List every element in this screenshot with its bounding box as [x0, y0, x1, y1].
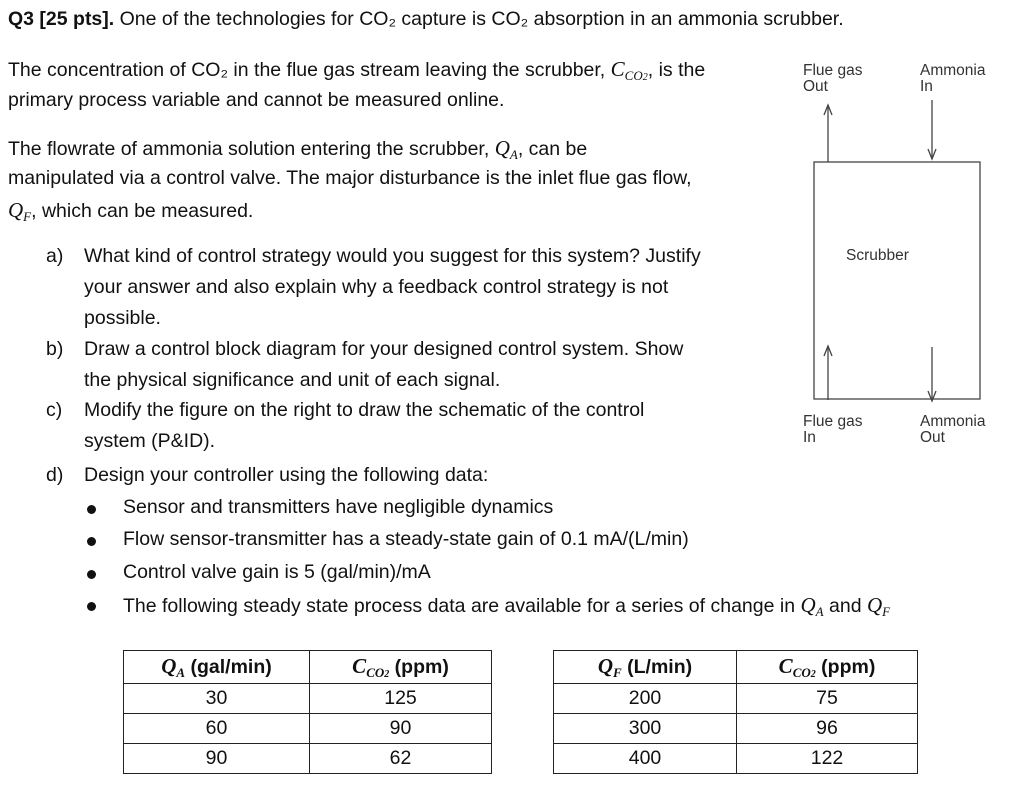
question-heading: [8, 8, 844, 31]
bullet-2: Flow sensor-transmitter has a steady-state gain of 0.1 mA/(L/min): [123, 528, 689, 550]
part-b-line2: the physical significance and unit of each signal.: [84, 369, 501, 391]
table-row: [124, 744, 492, 774]
table-header-row: [554, 651, 918, 684]
table-header-qa: $Q_A$ (gal/min): [124, 651, 310, 684]
question-intro: One of the technologies for CO₂ capture is CO₂ absorption in an ammonia scrubber.: [119, 8, 844, 30]
bullet-4-text: The following steady state process data are available for a series of change in: [123, 595, 796, 617]
table-cell: 60: [124, 714, 310, 744]
para2-line3-text: , which can be measured.: [31, 200, 254, 222]
bullet-dot: [87, 602, 96, 611]
part-c-line1: Modify the figure on the right to draw the schematic of the control: [84, 399, 645, 421]
table-cell: 90: [310, 714, 492, 744]
var-qa: $Q_A$: [494, 136, 518, 162]
table-cell: 90: [124, 744, 310, 774]
table-row: [554, 684, 918, 714]
para1-line1-post: , is the: [647, 59, 706, 81]
part-b-line1: Draw a control block diagram for your designed control system. Show: [84, 338, 684, 360]
table-cell: 300: [554, 714, 737, 744]
para2-line1-text: The flowrate of ammonia solution entering the scrubber,: [8, 138, 490, 160]
part-a-line1: What kind of control strategy would you suggest for this system? Justify: [84, 245, 701, 267]
part-c-line2: system (P&ID).: [84, 430, 216, 452]
para2-line1: [8, 136, 587, 163]
bullet-3: Control valve gain is 5 (gal/min)/mA: [123, 561, 431, 583]
ammonia-in-label: Ammonia In: [920, 62, 986, 95]
var-qf: $Q_F$: [8, 198, 32, 224]
bullet-4: [123, 593, 890, 620]
para1-line1: [8, 57, 705, 84]
bullet-1: Sensor and transmitters have negligible dynamics: [123, 496, 554, 518]
var-qf: $Q_F$: [867, 593, 891, 619]
bullet-dot: [87, 570, 96, 579]
table-cell: 30: [124, 684, 310, 714]
var-qa: $Q_A$: [800, 593, 824, 619]
flue-gas-in-label: Flue gas In: [803, 413, 863, 446]
para2-line1-post: , can be: [517, 138, 588, 160]
table-cell: 75: [737, 684, 918, 714]
part-c-marker: c): [46, 399, 63, 421]
table-header-qf: $Q_F$ (L/min): [554, 651, 737, 684]
table-row: [124, 714, 492, 744]
part-a-line3: possible.: [84, 307, 161, 329]
ammonia-out-label: Ammonia Out: [920, 413, 986, 446]
table-row: [554, 714, 918, 744]
table-cell: 400: [554, 744, 737, 774]
data-table-qf: [553, 650, 918, 774]
table-header-row: [124, 651, 492, 684]
part-d-line1: Design your controller using the following data:: [84, 464, 489, 486]
data-table-qa: [123, 650, 492, 774]
bullet-4-and: and: [829, 595, 862, 617]
table-cell: 96: [737, 714, 918, 744]
bullet-dot: [87, 537, 96, 546]
para2-line3: [8, 198, 253, 225]
para1-line2: primary process variable and cannot be measured online.: [8, 89, 505, 111]
scrubber-vessel: [814, 162, 980, 399]
flue-gas-out-label: Flue gas Out: [803, 62, 863, 95]
table-row: [554, 744, 918, 774]
part-a-line2: your answer and also explain why a feedback control strategy is not: [84, 276, 669, 298]
table-header-cco2: $C_{CO2}$ (ppm): [737, 651, 918, 684]
para2-line2: manipulated via a control valve. The major disturbance is the inlet flue gas flow,: [8, 167, 692, 189]
table-cell: 200: [554, 684, 737, 714]
question-label: Q3 [25 pts].: [8, 8, 115, 30]
table-cell: 122: [737, 744, 918, 774]
table-cell: 62: [310, 744, 492, 774]
table-cell: 125: [310, 684, 492, 714]
para1-line1-text: The concentration of CO₂ in the flue gas stream leaving the scrubber,: [8, 59, 606, 81]
var-cco2: $C_{CO2}$: [610, 57, 648, 83]
scrubber-label: Scrubber: [846, 247, 909, 264]
table-header-cco2: $C_{CO2}$ (ppm): [310, 651, 492, 684]
part-b-marker: b): [46, 338, 64, 360]
table-row: [124, 684, 492, 714]
part-d-marker: d): [46, 464, 64, 486]
part-a-marker: a): [46, 245, 64, 267]
bullet-dot: [87, 505, 96, 514]
